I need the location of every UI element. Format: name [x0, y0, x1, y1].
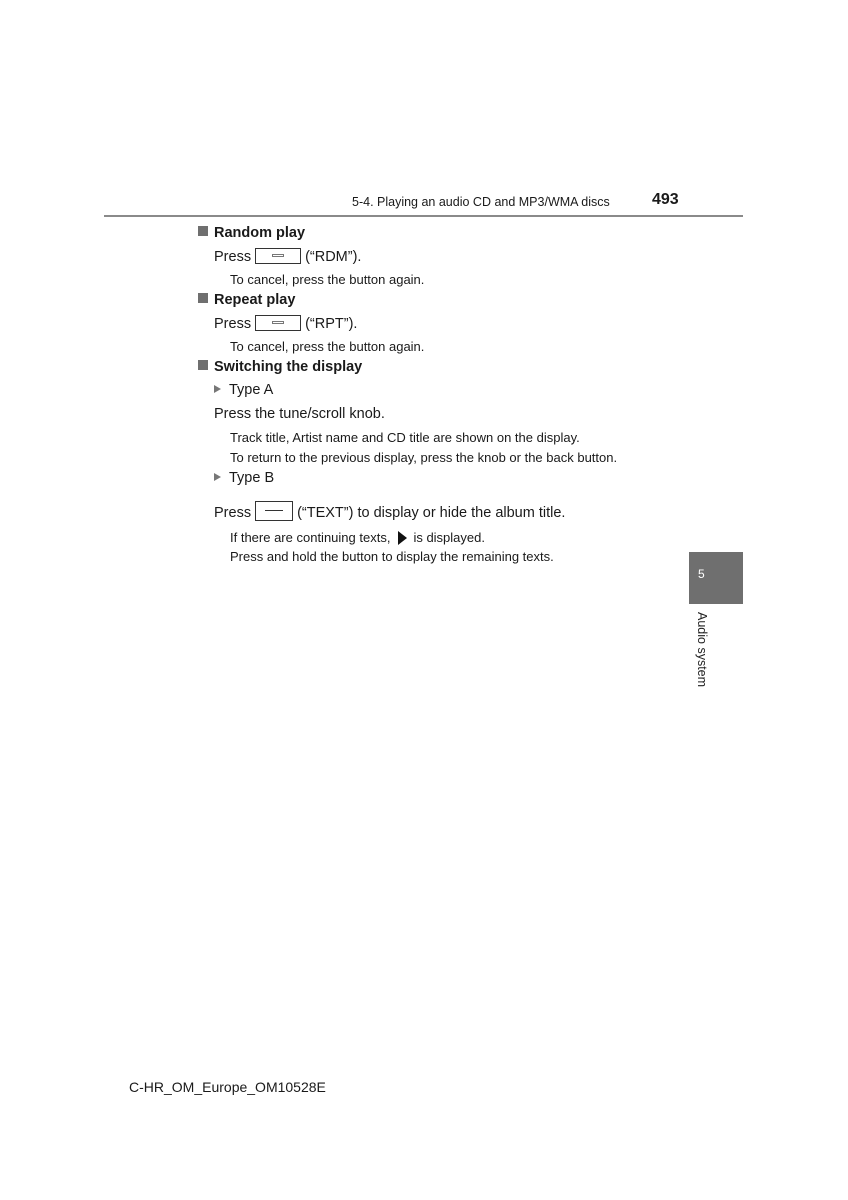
- page-number: 493: [652, 191, 679, 208]
- repeat-play-note: To cancel, press the button again.: [230, 339, 425, 354]
- press-text: Press: [214, 505, 252, 521]
- heading-random-play: [198, 225, 305, 241]
- heading-switching-display-text: Switching the display: [214, 359, 363, 375]
- text-button-icon: [255, 501, 293, 521]
- random-play-note: To cancel, press the button again.: [230, 272, 425, 287]
- square-bullet-icon: [198, 360, 208, 370]
- random-play-instruction: [214, 248, 361, 265]
- type-a-note-2: To return to the previous display, press the knob or the back button.: [230, 450, 618, 465]
- type-b-note-1: [230, 530, 485, 545]
- chapter-title: Audio system: [695, 612, 709, 688]
- section-title: 5-4. Playing an audio CD and MP3/WMA discs: [352, 195, 610, 209]
- type-b-note-1-before: If there are continuing texts,: [230, 530, 391, 545]
- rpt-label: (“RPT”).: [305, 316, 358, 332]
- type-b-note-2: Press and hold the button to display the remaining texts.: [230, 549, 554, 564]
- triangle-bullet-icon: [214, 385, 221, 393]
- press-text: Press: [214, 316, 252, 332]
- type-a-label: [214, 382, 273, 398]
- heading-repeat-play: [198, 292, 295, 308]
- repeat-play-instruction: [214, 315, 357, 332]
- type-b-text: Type B: [229, 470, 275, 486]
- document-code: C-HR_OM_Europe_OM10528E: [129, 1079, 326, 1095]
- heading-repeat-play-text: Repeat play: [214, 292, 296, 308]
- rpt-button-icon: [255, 315, 301, 331]
- rdm-label: (“RDM”).: [305, 249, 362, 265]
- type-b-label: [214, 470, 274, 486]
- triangle-bullet-icon: [214, 473, 221, 481]
- heading-random-play-text: Random play: [214, 225, 306, 241]
- press-text: Press: [214, 249, 252, 265]
- heading-switching-display: [198, 359, 362, 375]
- type-a-instruction: Press the tune/scroll knob.: [214, 406, 385, 422]
- rdm-button-icon: [255, 248, 301, 264]
- right-arrow-icon: [398, 531, 407, 545]
- header-divider: [104, 215, 743, 217]
- type-b-instruction: [214, 501, 565, 521]
- type-b-instruction-rest: (“TEXT”) to display or hide the album title.: [297, 505, 566, 521]
- square-bullet-icon: [198, 293, 208, 303]
- chapter-number: 5: [698, 567, 705, 581]
- type-b-note-1-after: is displayed.: [413, 530, 485, 545]
- type-a-note-1: Track title, Artist name and CD title are shown on the display.: [230, 430, 580, 445]
- type-a-text: Type A: [229, 382, 274, 398]
- square-bullet-icon: [198, 226, 208, 236]
